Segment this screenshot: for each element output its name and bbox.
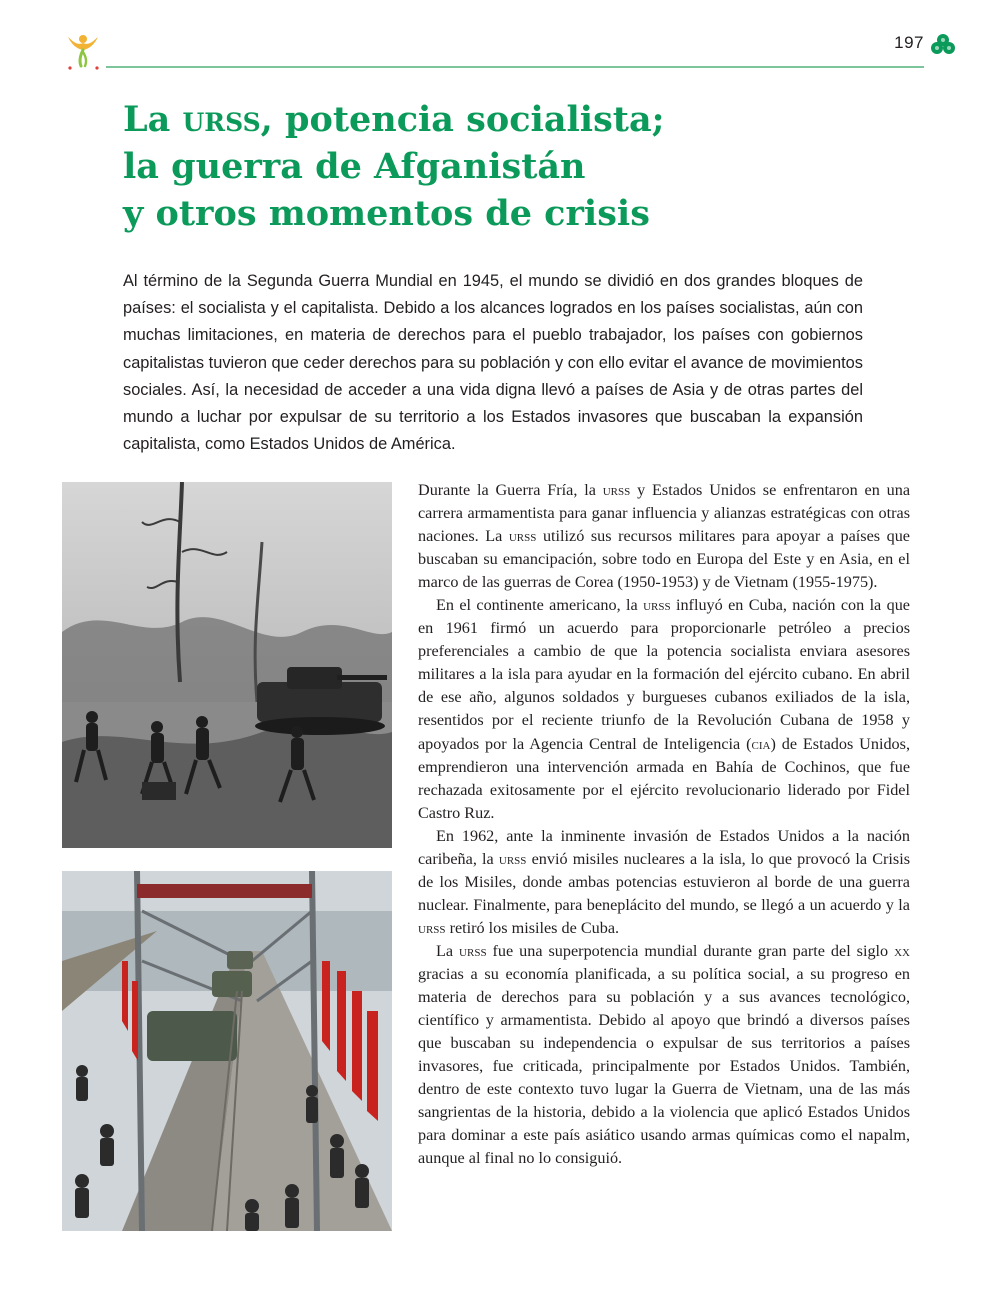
page-number: 197 — [894, 33, 924, 52]
bridge-convoy-photo — [62, 871, 392, 1231]
page-title — [123, 96, 883, 237]
header-rule — [106, 66, 924, 68]
clover-icon — [930, 33, 956, 57]
body-text — [418, 479, 910, 1170]
title-line-2: la guerra de Afganistán — [123, 146, 586, 187]
title-line-3: y otros momentos de crisis — [123, 193, 650, 234]
intro-paragraph: Al término de la Segunda Guerra Mundial en 1945, el mundo se dividió en dos grandes bloques de países: el socialista y el capitalista. Debido a los alcances logrados en los países socialistas, aún con muchas limitaciones, en materia de derechos para el pueblo trabajador, los países con gobiernos capitalistas tuvieron que ceder derechos para su población y con ello evitar el avance de movimientos sociales. Así, la necesidad de acceder a una vida digna llevó a países de Asia y de otras partes del mundo a luchar por expulsar de su territorio a los Estados invasores que buscaban la expansión capitalista, como Estados Unidos de América. — [123, 272, 863, 454]
paragraph-4: La urss fue una superpotencia mundial durante gran parte del siglo xx gracias a su economía planificada, a su política social, a su progreso en materia de derechos para su población y a sus avances tecnológico, científico y armamentista. Debido al apoyo que brindó a diversos países que buscaban su independencia o expulsar de sus territorios a países invasores, fue criticada, principalmente por Estados Unidos. También, dentro de este contexto tuvo lugar la Guerra de Vietnam, una de las más sangrientas de la historia, debido a la violencia que aplicó Estados Unidos para dominar a este país asiático usando armas químicas como el napalm, aunque al final no lo consiguió. — [418, 941, 910, 1168]
battle-photo — [62, 482, 392, 848]
flower-figure-icon — [62, 30, 104, 72]
paragraph-3: En 1962, ante la inminente invasión de Estados Unidos a la nación caribeña, la urss envió misiles nucleares a la isla, lo que provocó la Crisis de los Misiles, donde ambas potencias estuvieron al borde de una guerra nuclear. Finalmente, para beneplácito del mundo, se llegó a un acuerdo y la urss retiró los misiles de Cuba. — [418, 826, 910, 937]
paragraph-1: Durante la Guerra Fría, la urss y Estados Unidos se enfrentaron en una carrera armamentista para ganar influencia y alianzas estratégicas con otras naciones. La urss utilizó sus recursos militares para apoyar a países que buscaban su emancipación, sobre todo en Europa del Este y en Asia, en el marco de las guerras de Corea (1950-1953) y de Vietnam (1955-1975). — [418, 481, 911, 592]
paragraph-2: En el continente americano, la urss influyó en Cuba, nación con la que en 1961 firmó un acuerdo para proporcionarle petróleo a precios preferenciales a cambio de que la potencia socialista enviara asesores militares a la isla para ayudar en la formación del ejército cubano. En abril de ese año, algunos soldados y burgueses cubanos exiliados de la isla, resentidos por el reciente triunfo de la Revolución Cubana de 1958 y apoyados por la Agencia Central de Inteligencia (cia) de Estados Unidos, emprendieron una intervención armada en Bahía de Cochinos, que fue rechazada exitosamente por el ejército revolucionario liderado por Fidel Castro Ruz. — [418, 596, 910, 822]
title-line-1: La urss, potencia socialista; — [123, 99, 665, 140]
